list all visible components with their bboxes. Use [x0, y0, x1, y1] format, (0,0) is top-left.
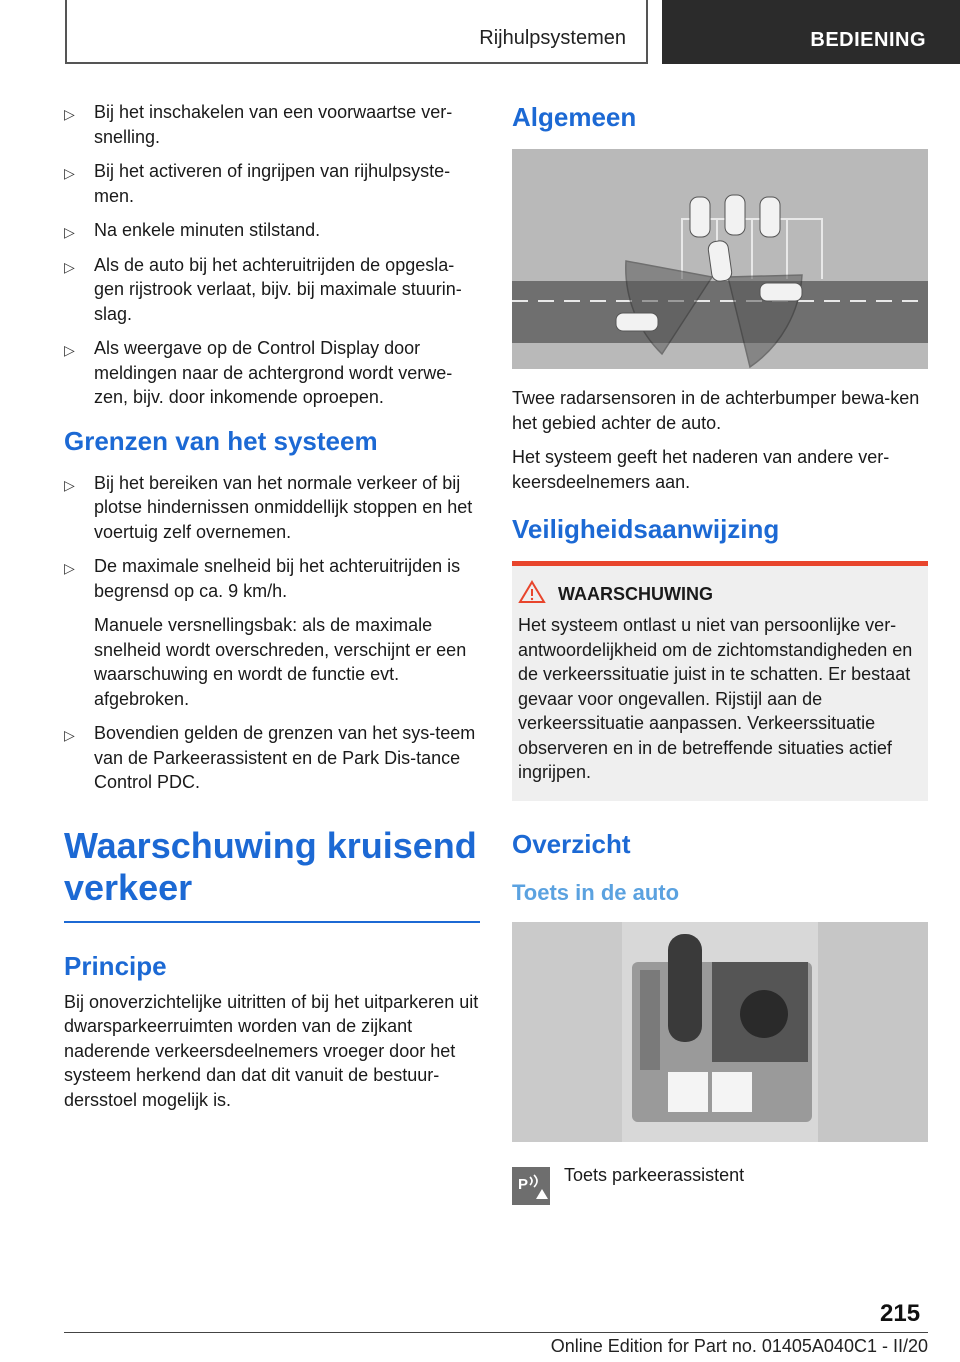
- general-paragraph-1: Twee radarsensoren in de achterbumper bewa-ken het gebied achter de auto.: [512, 388, 920, 433]
- parking-radar-illustration: [512, 149, 928, 369]
- footer-edition: Online Edition for Part no. 01405A040C1 - II/20: [550, 1336, 928, 1356]
- overview-heading: Overzicht: [512, 828, 631, 859]
- main-heading: Waarschuwing kruisend verkeer: [64, 824, 477, 908]
- principle-paragraph: Bij onoverzichtelijke uitritten of bij het uitparkeren uit dwarsparkeerruimten worden van de zijkant naderende verkeersdeelnemers vroeger door het systeem herkend dan dat dit vanuit de bestuur-dersstoel mogelijk is.: [64, 991, 479, 1110]
- key-legend-row: [512, 1165, 928, 1205]
- warning-title-row: [558, 584, 922, 605]
- svg-text:P: P: [518, 1175, 529, 1193]
- warning-box: [512, 561, 928, 801]
- triangle-bullet-icon: ▷: [64, 165, 75, 181]
- triangle-bullet-icon: ▷: [64, 342, 75, 358]
- principle-heading: Principe: [64, 950, 167, 981]
- header-chapter-box: [662, 0, 960, 64]
- right-column: [512, 100, 928, 1205]
- safety-heading: Veiligheidsaanwijzing: [512, 514, 780, 544]
- list-item: ▷ De maximale snelheid bij het achteruitrijden is begrensd op ca. 9 km/h.: [64, 556, 461, 601]
- triangle-bullet-icon: ▷: [64, 560, 75, 576]
- page-number: 215: [880, 1300, 921, 1327]
- list-item: ▷ Na enkele minuten stilstand.: [64, 218, 480, 243]
- warning-triangle-icon: [518, 580, 546, 604]
- center-console-photo: [512, 922, 928, 1142]
- triangle-bullet-icon: ▷: [64, 727, 75, 743]
- limits-heading: Grenzen van het systeem: [64, 425, 378, 456]
- list-item: ▷ Als de auto bij het achteruitrijden de opgesla-gen rijstrook verlaat, bijv. bij maximale stuurin-slag.: [64, 254, 462, 324]
- park-assist-button-icon: [512, 1167, 550, 1205]
- button-heading: Toets in de auto: [512, 879, 680, 905]
- list-item: ▷ Bij het inschakelen van een voorwaartse ver-snelling.: [64, 102, 453, 147]
- triangle-bullet-icon: ▷: [64, 476, 75, 493]
- left-column: [64, 100, 480, 1122]
- warning-text: Het systeem ontlast u niet van persoonlijke ver-antwoordelijkheid om de zichtomstandigheden en de verkeerssituatie juist in te schatten. Er bestaat gevaar voor ongevallen. Rijstijl aan de verkeerssituatie aanpassen. Verkeerssituatie observeren en in de betreffende situaties actief ingrijpen.: [518, 615, 913, 782]
- list-item: ▷ Bij het bereiken van het normale verkeer of bij plotse hindernissen onmiddellijk stoppen en het voertuig zelf overnemen.: [64, 472, 473, 542]
- list-item: ▷ Als weergave op de Control Display door meldingen naar de achtergrond wordt verwe-zen, bijv. door inkomende oproepen.: [64, 338, 453, 407]
- warning-title: WAARSCHUWING: [558, 584, 713, 604]
- triangle-bullet-icon: ▷: [64, 106, 75, 122]
- list-item: ▷ Bij het activeren of ingrijpen van rijhulpsyste-men.: [64, 161, 451, 206]
- footer-divider: [64, 1332, 928, 1333]
- list-subparagraph: Manuele versnellingsbak: als de maximale snelheid wordt overschreden, verschijnt er een waarschuwing en wordt de functie evt. afgebroken.: [94, 615, 467, 709]
- triangle-bullet-icon: ▷: [64, 224, 75, 240]
- header-section-box: [65, 0, 648, 64]
- general-paragraph-2: Het systeem geeft het naderen van andere ver-keersdeelnemers aan.: [512, 447, 890, 492]
- heading-divider: [64, 921, 480, 923]
- list-item: ▷ Bovendien gelden de grenzen van het sys-teem van de Parkeerassistent en de Park Dis-tance Control PDC.: [64, 723, 476, 792]
- header-chapter-title: BEDIENING: [810, 29, 926, 51]
- park-assist-button-label: Toets parkeerassistent: [564, 1164, 745, 1185]
- header-section-title: Rijhulpsystemen: [479, 27, 626, 49]
- triangle-bullet-icon: ▷: [64, 258, 75, 275]
- general-heading: Algemeen: [512, 102, 637, 132]
